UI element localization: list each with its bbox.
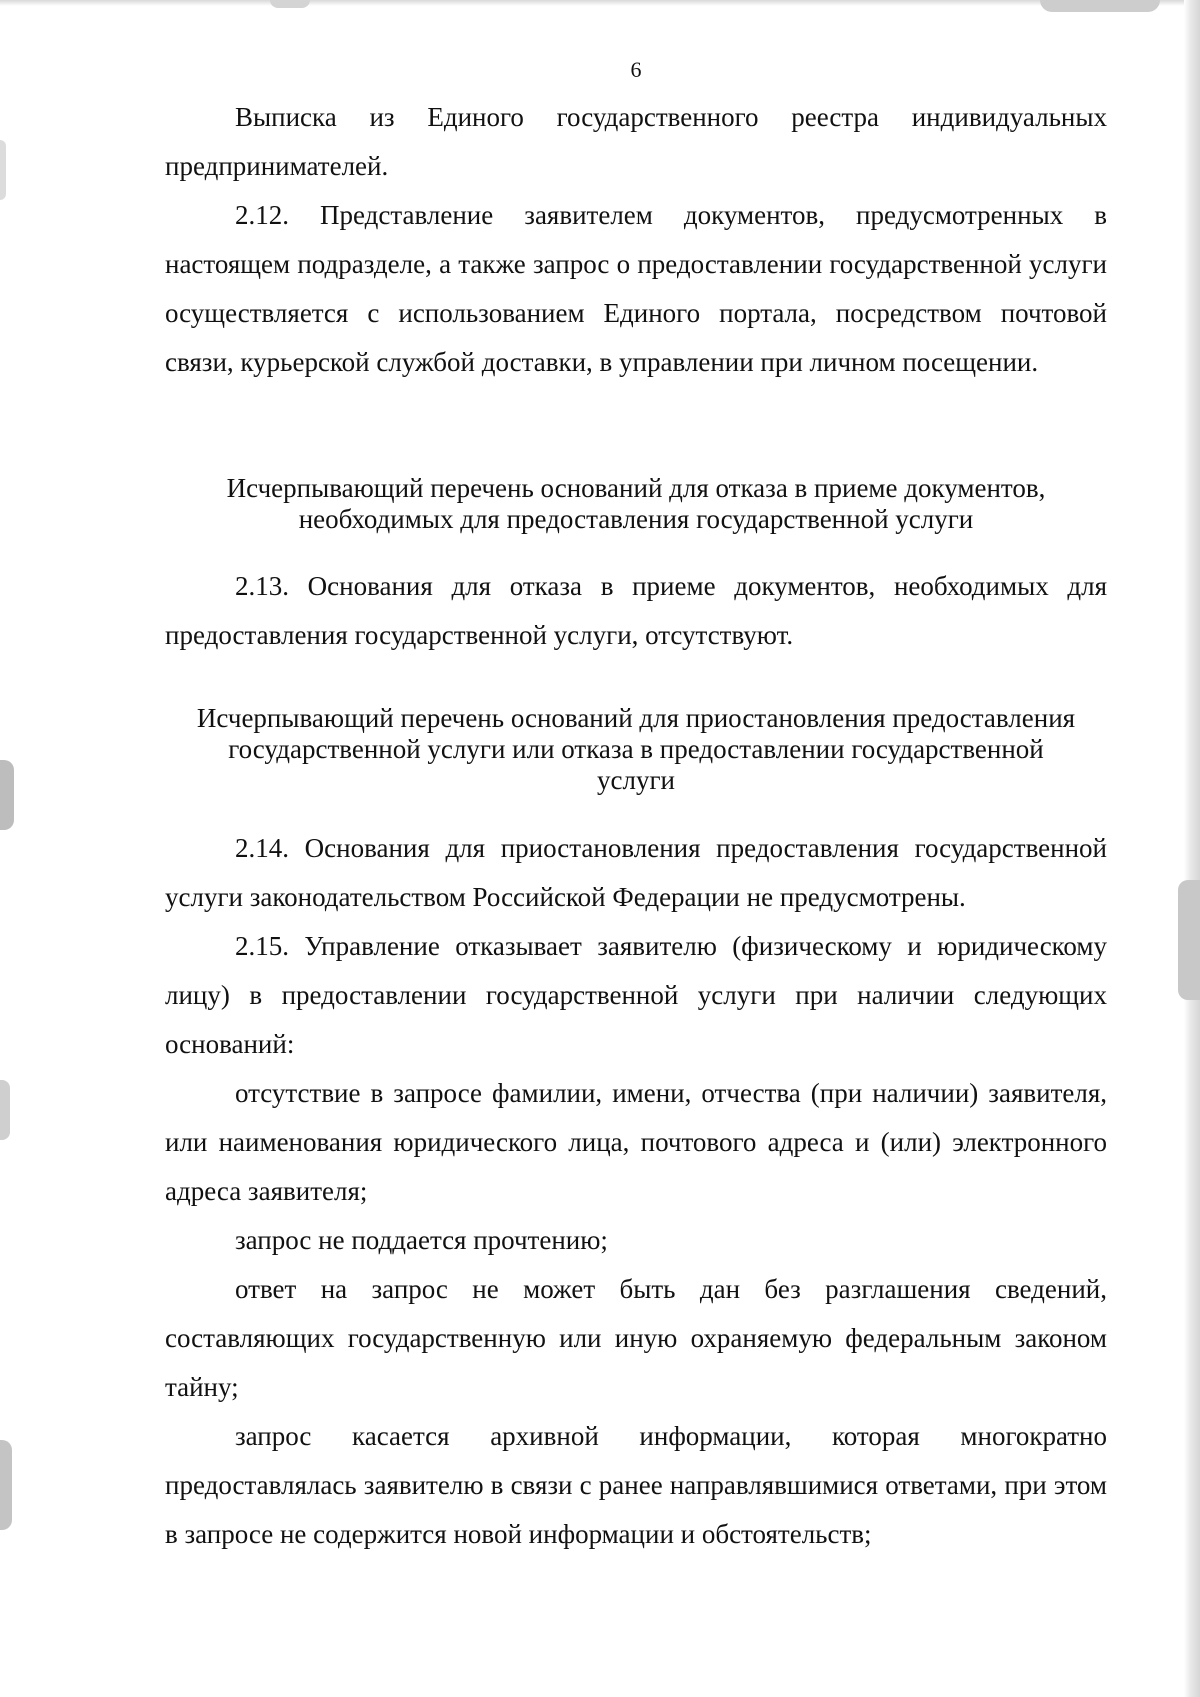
scan-edge-left: [0, 1440, 12, 1530]
paragraph: 2.14. Основания для приостановления предоставления государственной услуги законодательством Российской Федерации не предусмотрены.: [165, 833, 1107, 912]
section-heading-refusal-acceptance: [165, 473, 1107, 535]
list-item: запрос не поддается прочтению;: [235, 1225, 608, 1255]
paragraph: 2.13. Основания для отказа в приеме документов, необходимых для предоставления государственной услуги, отсутствуют.: [165, 571, 1107, 650]
scan-edge-right: [1184, 0, 1200, 1697]
section-heading-suspension-refusal: [165, 703, 1107, 796]
list-item: запрос касается архивной информации, которая многократно предоставлялась заявителю в связи с ранее направлявшимися ответами, при этом в запросе не содержится новой информации и обстоятельств;: [165, 1421, 1107, 1549]
paragraph: 2.15. Управление отказывает заявителю (физическому и юридическому лицу) в предоставлении государственной услуги при наличии следующих оснований:: [165, 931, 1107, 1059]
scan-edge-top-tab: [1040, 0, 1160, 12]
scan-edge-left: [0, 1080, 10, 1140]
scan-edge-left: [0, 760, 14, 830]
heading-line: услуги: [597, 765, 675, 795]
text-block-2-14-2-15: [165, 824, 1107, 1559]
scan-edge-top: [0, 0, 1200, 6]
heading-line: Исчерпывающий перечень оснований для отказа в приеме документов,: [226, 473, 1046, 503]
heading-line: необходимых для предоставления государственной услуги: [298, 504, 974, 534]
scan-edge-left: [0, 140, 6, 200]
list-item: ответ на запрос не может быть дан без разглашения сведений, составляющих государственную или иную охраняемую федеральным законом тайну;: [165, 1274, 1107, 1402]
paragraph: 2.12. Представление заявителем документов, предусмотренных в настоящем подразделе, а также запрос о предоставлении государственной услуги осуществляется с использованием Единого портала, посредством почтовой связи, курьерской службой доставки, в управлении при личном посещении.: [165, 200, 1107, 377]
heading-line: Исчерпывающий перечень оснований для приостановления предоставления: [196, 703, 1076, 733]
scan-edge-right: [1178, 880, 1200, 1000]
heading-line: государственной услуги или отказа в предоставлении государственной: [228, 734, 1044, 764]
page-number: 6: [630, 57, 642, 82]
paragraph: Выписка из Единого государственного реестра индивидуальных предпринимателей.: [165, 102, 1107, 181]
text-block-intro: [165, 93, 1107, 387]
list-item: отсутствие в запросе фамилии, имени, отчества (при наличии) заявителя, или наименования юридического лица, почтового адреса и (или) электронного адреса заявителя;: [165, 1078, 1107, 1206]
text-block-2-13: [165, 562, 1107, 660]
scan-edge-top-tab: [270, 0, 310, 8]
